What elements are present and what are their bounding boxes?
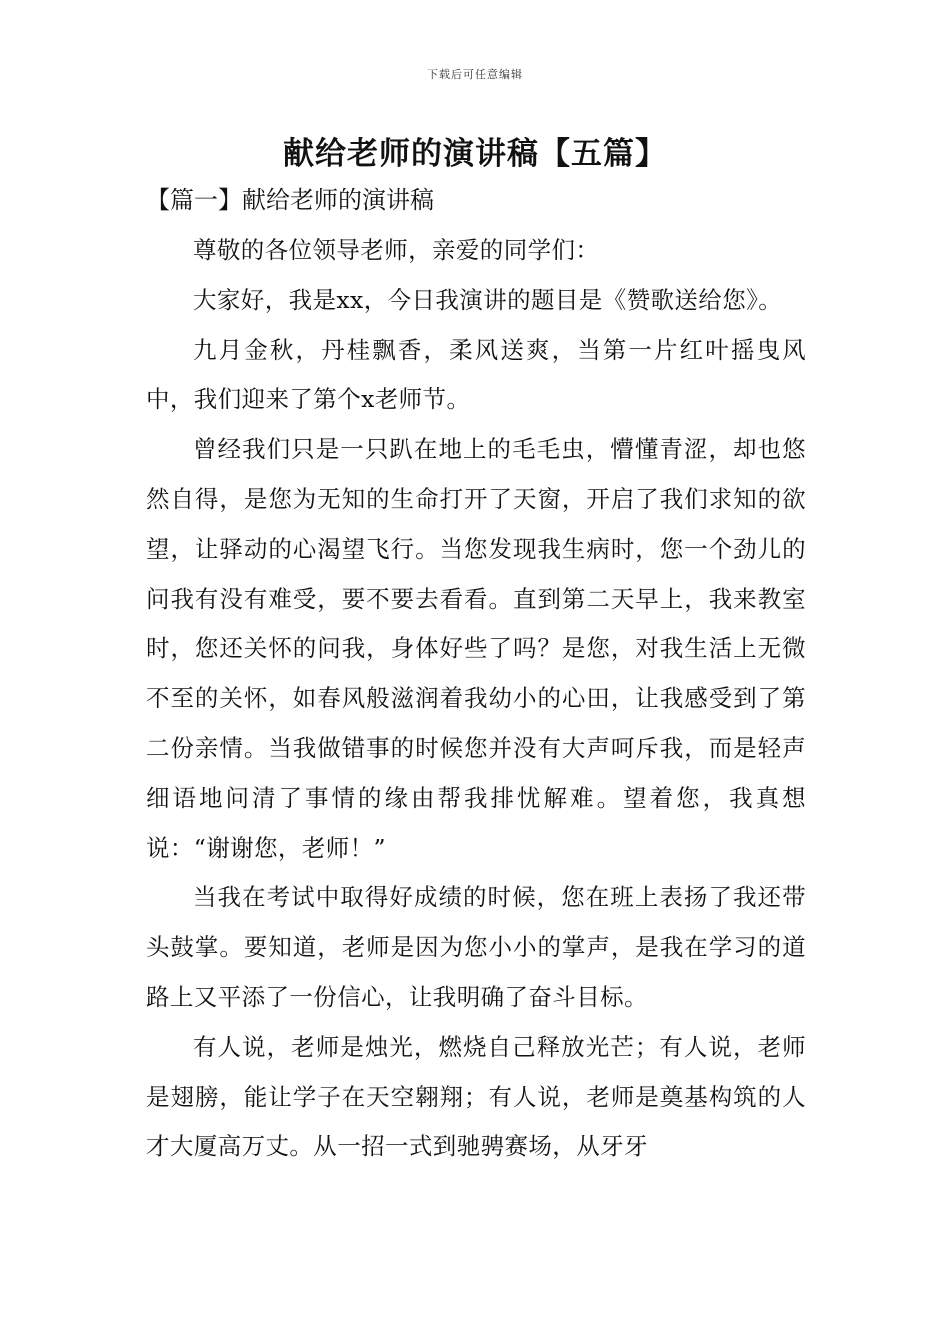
paragraph-caterpillar: 曾经我们只是一只趴在地上的毛毛虫，懵懂青涩，却也悠然自得，是您为无知的生命打开了天窗，开启了我们求知的欲望，让驿动的心渴望飞行。当您发现我生病时，您一个劲儿的问我有没有难受，要不要去看看。直到第二天早上，我来教室时，您还关怀的问我，身体好些了吗？是您，对我生活上无微不至的关怀，如春风般滋润着我幼小的心田，让我感受到了第二份亲情。当我做错事的时候您并没有大声呵斥我，而是轻声细语地问清了事情的缘由帮我排忧解难。望着您，我真想说：“谢谢您，老师！”: [146, 435, 806, 862]
paragraph-exam: 当我在考试中取得好成绩的时候，您在班上表扬了我还带头鼓掌。要知道，老师是因为您小小的掌声，是我在学习的道路上又平添了一份信心，让我明确了奋斗目标。: [146, 883, 806, 1011]
paragraph-intro: 大家好，我是xx，今日我演讲的题目是《赞歌送给您》。: [193, 285, 783, 314]
section-heading: 【篇一】献给老师的演讲稿: [146, 186, 434, 214]
header-note: 下载后可任意编辑: [427, 68, 523, 81]
paragraph-autumn: 九月金秋，丹桂飘香，柔风送爽，当第一片红叶摇曳风中，我们迎来了第个x老师节。: [146, 335, 806, 414]
paragraph-metaphors: 有人说，老师是烛光，燃烧自己释放光芒；有人说，老师是翅膀，能让学子在天空翱翔；有人说，老师是奠基构筑的人才大厦高万丈。从一招一式到驰骋赛场，从牙牙: [146, 1032, 806, 1161]
document-body: [146, 226, 806, 1172]
paragraph-greeting: 尊敬的各位领导老师，亲爱的同学们：: [193, 236, 600, 264]
document-title: 献给老师的演讲稿【五篇】: [283, 136, 667, 172]
